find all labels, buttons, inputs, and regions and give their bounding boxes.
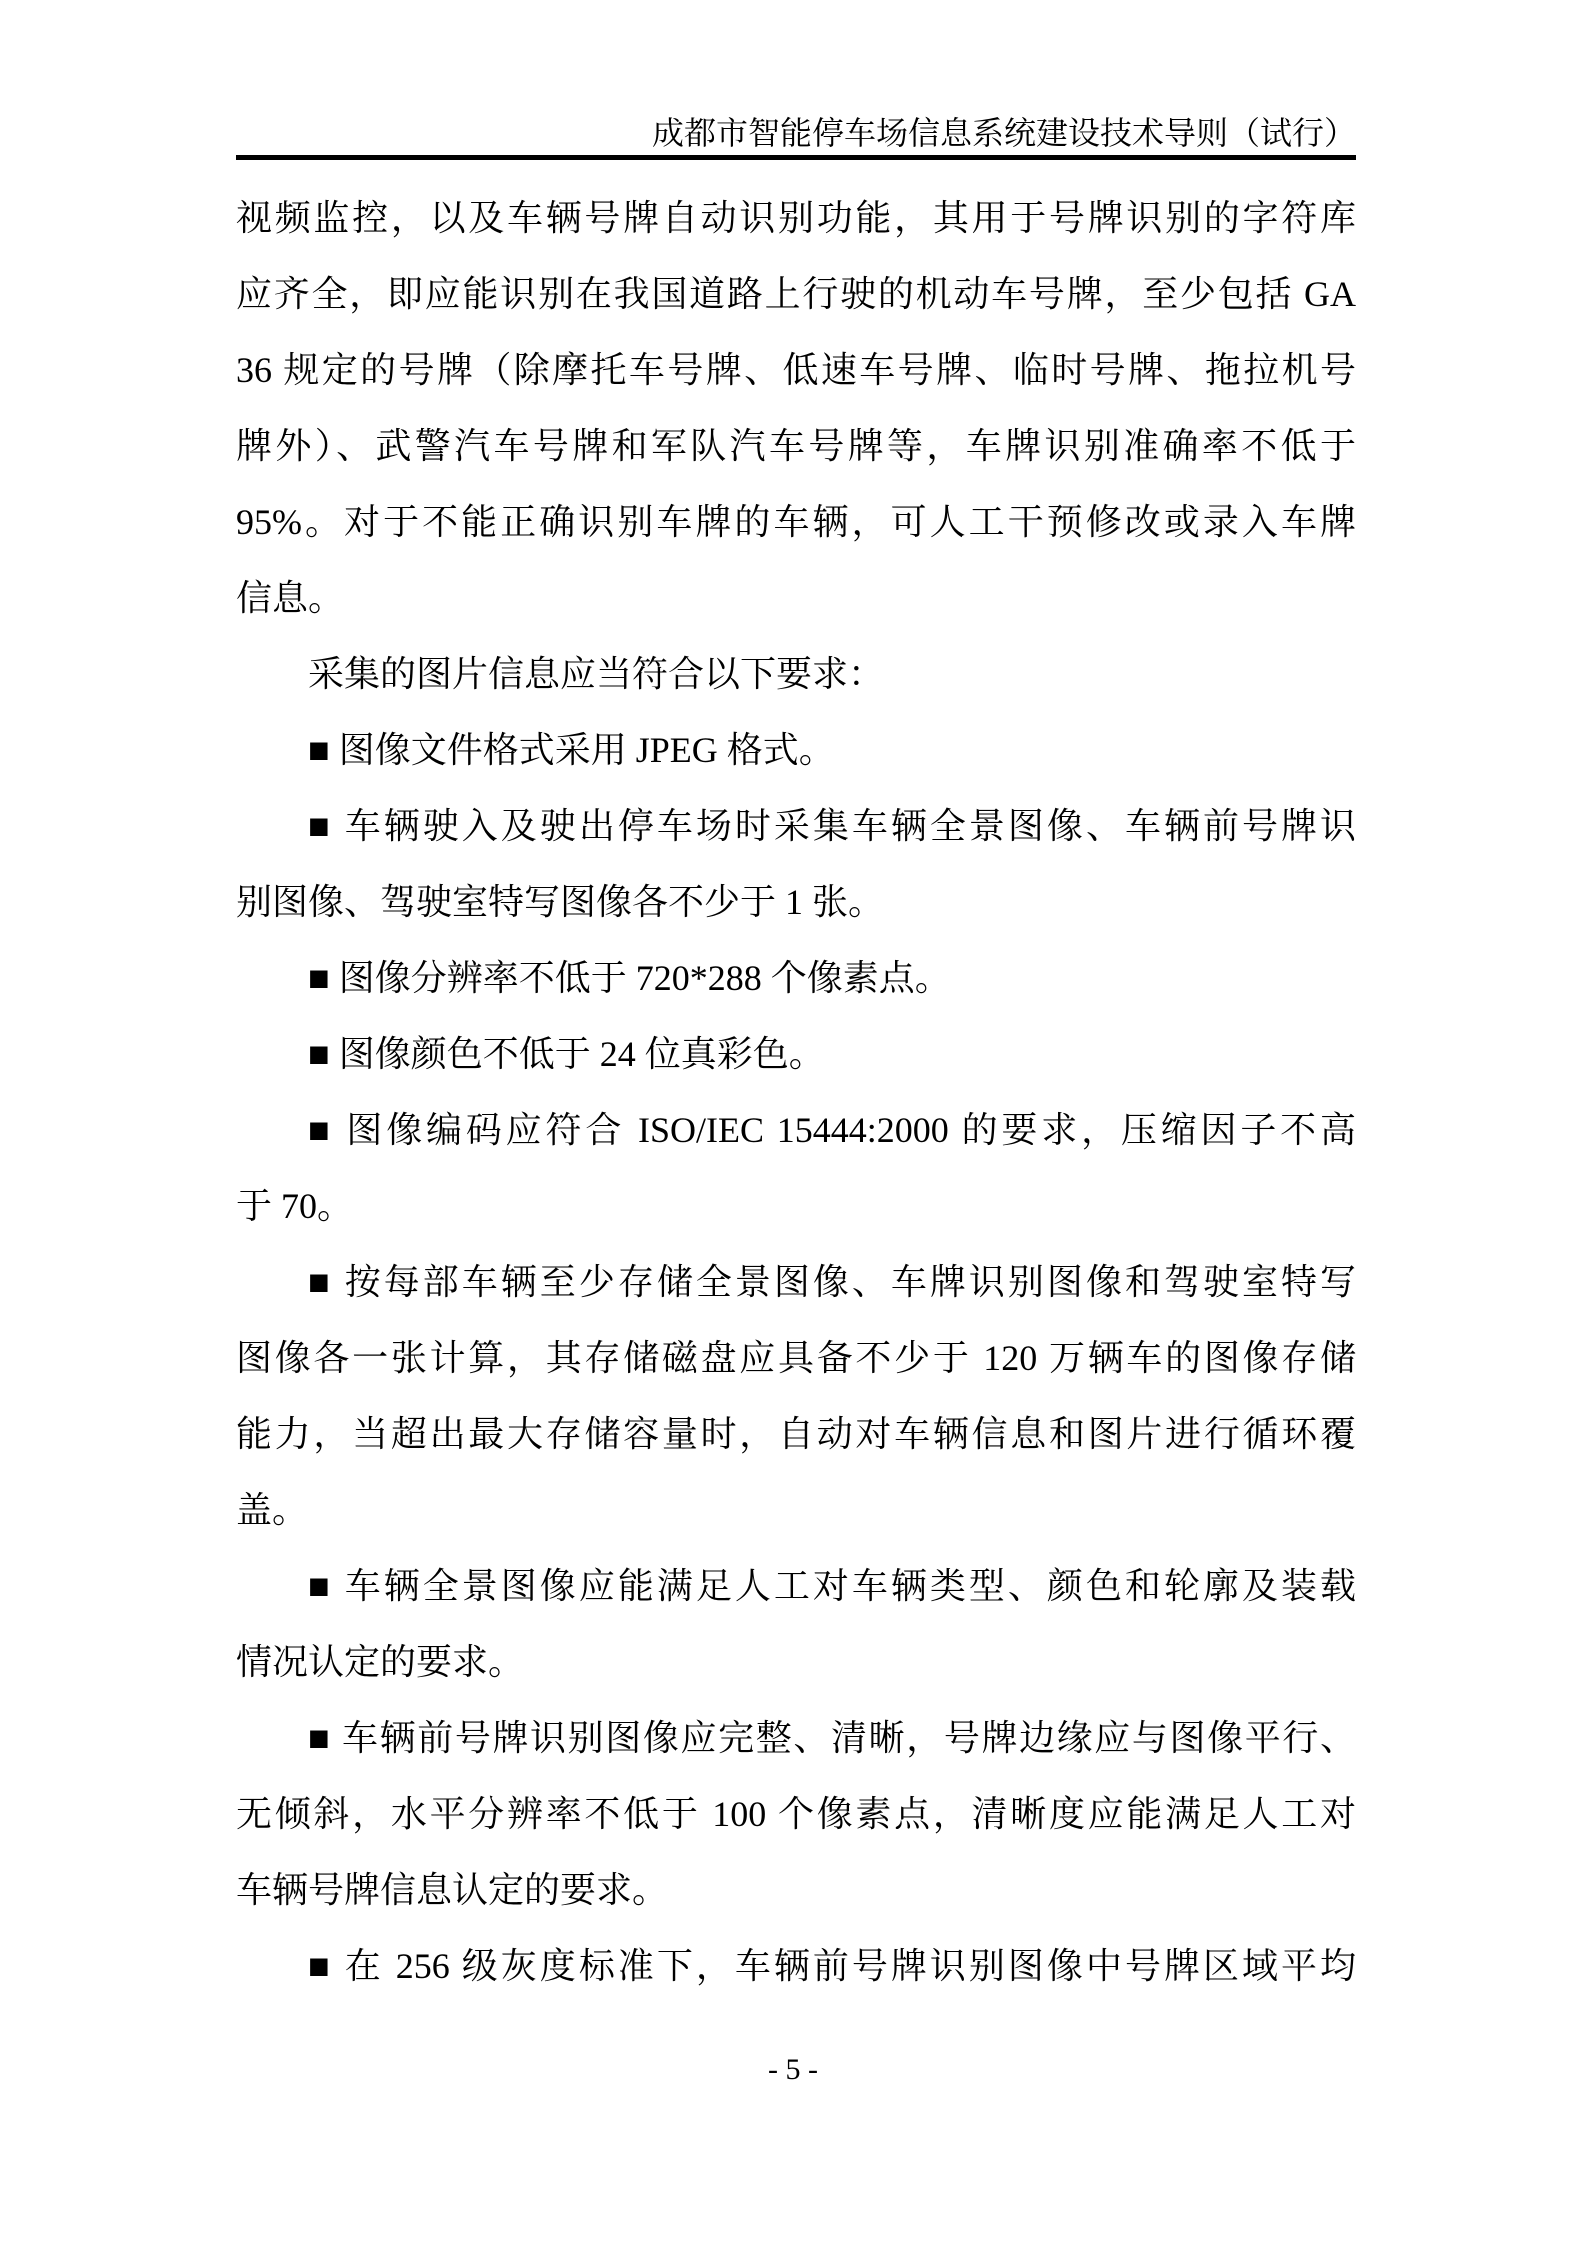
text-line: 情况认定的要求。 [236, 1642, 525, 1682]
text-line: 95%。对于不能正确识别车牌的车辆，可人工干预修改或录入车牌 [236, 502, 1356, 542]
bullet-item [236, 1092, 1356, 1244]
bullet-item [236, 1548, 1356, 1700]
text-line: ■ 图像分辨率不低于 720*288 个像素点。 [308, 958, 951, 998]
text-line: 别图像、驾驶室特写图像各不少于 1 张。 [236, 882, 885, 922]
text-line: 于 70。 [236, 1186, 354, 1226]
text-line: 36 规定的号牌（除摩托车号牌、低速车号牌、临时号牌、拖拉机号 [236, 350, 1356, 390]
text-line: 图像各一张计算，其存储磁盘应具备不少于 120 万辆车的图像存储 [236, 1338, 1356, 1378]
text-line: 无倾斜，水平分辨率不低于 100 个像素点，清晰度应能满足人工对 [236, 1794, 1356, 1834]
bullet-item [236, 1244, 1356, 1548]
document-body [236, 180, 1356, 2004]
text-line: ■ 车辆驶入及驶出停车场时采集车辆全景图像、车辆前号牌识 [308, 806, 1356, 846]
text-line: 信息。 [236, 578, 345, 618]
text-line: ■ 图像颜色不低于 24 位真彩色。 [308, 1034, 825, 1074]
paragraph [236, 636, 1356, 712]
text-line: 应齐全，即应能识别在我国道路上行驶的机动车号牌，至少包括 GA [236, 274, 1356, 314]
bullet-item [236, 1016, 1356, 1092]
text-line: 采集的图片信息应当符合以下要求： [308, 654, 885, 694]
text-line: ■ 车辆全景图像应能满足人工对车辆类型、颜色和轮廓及装载 [308, 1566, 1356, 1606]
bullet-item [236, 712, 1356, 788]
text-line: 牌外）、武警汽车号牌和军队汽车号牌等，车牌识别准确率不低于 [236, 426, 1356, 466]
text-line: ■ 在 256 级灰度标准下，车辆前号牌识别图像中号牌区域平均 [308, 1946, 1356, 1986]
text-line: 车辆号牌信息认定的要求。 [236, 1870, 669, 1910]
bullet-item [236, 940, 1356, 1016]
text-line: ■ 图像编码应符合 ISO/IEC 15444:2000 的要求，压缩因子不高 [308, 1110, 1356, 1150]
text-line: ■ 图像文件格式采用 JPEG 格式。 [308, 730, 835, 770]
page-number: - 5 - [768, 2053, 818, 2086]
page-footer [0, 2050, 1586, 2090]
bullet-item [236, 1700, 1356, 1928]
text-line: 盖。 [236, 1490, 309, 1530]
paragraph [236, 180, 1356, 636]
text-line: 能力，当超出最大存储容量时，自动对车辆信息和图片进行循环覆 [236, 1414, 1356, 1454]
header-title: 成都市智能停车场信息系统建设技术导则（试行） [651, 115, 1356, 151]
text-line: ■ 车辆前号牌识别图像应完整、清晰，号牌边缘应与图像平行、 [308, 1718, 1356, 1758]
bullet-item [236, 1928, 1356, 2004]
bullet-item [236, 788, 1356, 940]
text-line: ■ 按每部车辆至少存储全景图像、车牌识别图像和驾驶室特写 [308, 1262, 1356, 1302]
text-line: 视频监控，以及车辆号牌自动识别功能，其用于号牌识别的字符库 [236, 198, 1356, 238]
header-divider [236, 155, 1356, 160]
